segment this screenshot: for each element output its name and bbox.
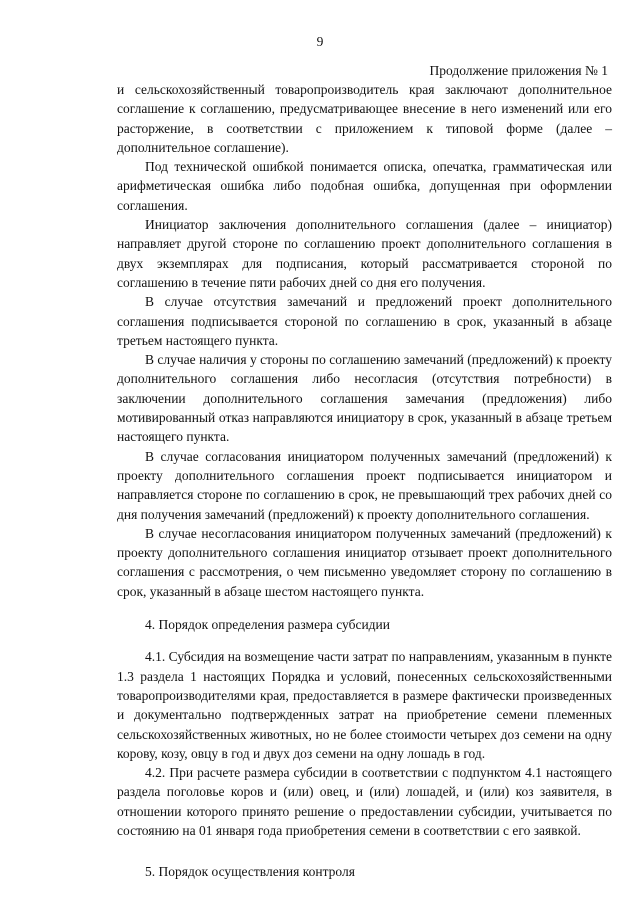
page-number: 9 [316,34,324,49]
paragraph: Под технической ошибкой понимается описка, опечатка, грамматическая или арифметическая ошибка либо подобная ошибка, допущенная при оформлении соглашения. [117,159,612,213]
annex-continuation-note: Продолжение приложения № 1 [429,63,608,78]
paragraph: 4.1. Субсидия на возмещение части затрат по направлениям, указанным в пункте 1.3 раздела 1 настоящих Порядка и условий, понесенных сельскохозяйственными товаропроизводителями края, предоставляется в размере фактически произведенных и документально подтвержденных затрат на приобретение семени племенных сельскохозяйственных животных, но не более стоимости четырех доз семени на одну корову, козу, овцу в год и двух доз семени на одну лошадь в год. [117,649,612,761]
section-4-heading: 4. Порядок определения размера субсидии [145,617,390,633]
paragraph: В случае несогласования инициатором полученных замечаний (предложений) к проекту дополнительного соглашения инициатор отзывает проект дополнительного соглашения с рассмотрения, о чем письменно уведомляет сторону по соглашению в срок, указанный в абзаце шестом настоящего пункта. [117,525,612,599]
document-body [117,80,612,882]
paragraph: В случае согласования инициатором полученных замечаний (предложений) к проекту дополнительного соглашения проект подписывается инициатором и направляется стороне по соглашению в срок, не превышающий трех рабочих дней со дня получения замечаний (предложений) к проекту дополнительного соглашения. [117,448,612,522]
paragraph: В случае отсутствия замечаний и предложений проект дополнительного соглашения подписывается стороной по соглашению в срок, указанный в абзаце третьем настоящего пункта. [117,294,612,348]
paragraph: Инициатор заключения дополнительного соглашения (далее – инициатор) направляет другой стороне по соглашению проект дополнительного соглашения в двух экземплярах для подписания, который рассматривается стороной по соглашению в течение пяти рабочих дней со дня его получения. [117,217,612,290]
paragraph: В случае наличия у стороны по соглашению замечаний (предложений) к проекту дополнительного соглашения либо несогласия (отсутствия потребности) в заключении дополнительного соглашения замечания (предложения) либо мотивированный отказ направляются инициатору в срок, указанный в абзаце третьем настоящего пункта. [117,352,612,445]
section-5-heading: 5. Порядок осуществления контроля [145,864,355,880]
paragraph: и сельскохозяйственный товаропроизводитель края заключают дополнительное соглашение к соглашению, предусматривающее внесение в него изменений или его расторжение, в соответствии с приложением к типовой форме (далее – дополнительное соглашение). [117,82,612,155]
paragraph: 4.2. При расчете размера субсидии в соответствии с подпунктом 4.1 настоящего раздела поголовье коров и (или) овец, и (или) лошадей, и (или) коз заявителя, в отношении которого принято решение о предоставлении субсидии, учитывается по состоянию на 01 января года приобретения семени в соответствии с его заявкой. [117,765,612,838]
